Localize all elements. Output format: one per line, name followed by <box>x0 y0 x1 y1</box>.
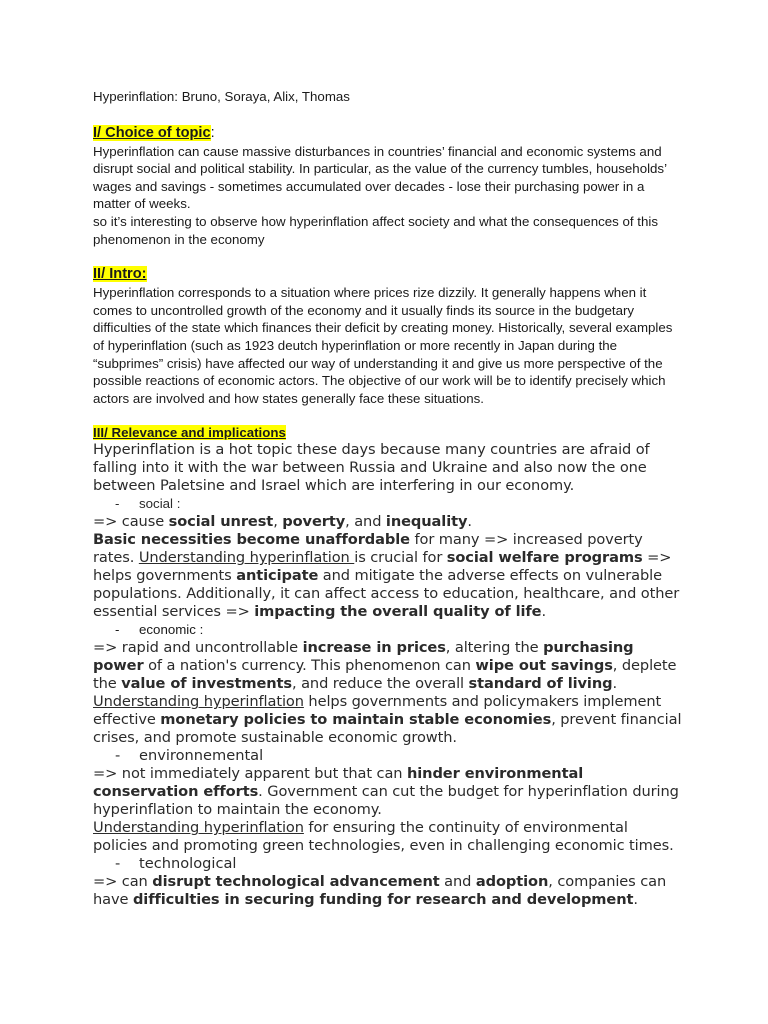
underlined-run: Understanding hyperinflation <box>138 549 355 567</box>
bold-run: social welfare programs <box>446 549 643 567</box>
social-line-1 <box>93 513 683 531</box>
text-run: of a nation's currency. This phenomenon can <box>143 657 476 675</box>
section-relevance-heading <box>93 424 683 441</box>
choice-of-topic-paragraph: Hyperinflation can cause massive disturbances in countries’ financial and economic systems and disrupt social and political stability. In particular, as the value of the currency tumbles, households’ wages and savings - sometimes accumulated over decades - lose their purchasing power in a matter of weeks. <box>93 143 667 212</box>
text-run: and <box>439 873 476 891</box>
text-run: , prevent financial crises, and promote sustainable economic growth. <box>93 711 682 747</box>
bullet-dash: - <box>115 496 120 512</box>
text-run: . Government can cut the budget for hyperinflation during hyperinflation to maintain the economy. <box>93 783 679 819</box>
bold-run: standard of living <box>468 675 613 693</box>
document-page <box>93 86 683 909</box>
text-run: => helps governments <box>93 549 672 585</box>
text-run: => cause <box>93 513 169 531</box>
social-paragraph <box>93 531 683 621</box>
bold-run: value of investments <box>121 675 293 693</box>
bullet-economic <box>93 621 683 639</box>
text-run: => rapid and uncontrollable <box>93 639 303 657</box>
text-run: for many => increased poverty rates. <box>93 531 643 567</box>
bold-run: poverty <box>282 513 346 531</box>
document-title: Hyperinflation: Bruno, Soraya, Alix, Thomas <box>93 89 350 104</box>
bold-run: Basic necessities become unaffordable <box>93 531 410 549</box>
underlined-run: Understanding hyperinflation <box>93 693 304 711</box>
text-run: , <box>273 513 283 531</box>
text-run: . <box>541 603 547 621</box>
bold-run: wipe out savings <box>475 657 613 675</box>
text-run: . <box>633 891 638 909</box>
environmental-paragraph <box>93 765 683 819</box>
bullet-dash: - <box>115 855 121 873</box>
heading-text: III/ Relevance and implications <box>93 425 286 441</box>
text-run: helps governments and policymakers implement effective <box>93 693 662 729</box>
bold-run: monetary policies to maintain stable economies <box>160 711 552 729</box>
bullet-label: technological <box>139 855 237 873</box>
text-run: is crucial for <box>354 549 447 567</box>
text-run: for ensuring the continuity of environmental policies and promoting green technologies, even in challenging economic times. <box>93 819 674 855</box>
bold-run: hinder environmental conservation efforts <box>93 765 584 801</box>
text-run: , altering the <box>445 639 544 657</box>
bold-run: increase in prices <box>302 639 446 657</box>
environmental-paragraph-2 <box>93 819 683 855</box>
bold-run: purchasing power <box>93 639 634 675</box>
text-run: => not immediately apparent but that can <box>93 765 407 783</box>
bullet-label: economic : <box>139 622 204 638</box>
bullet-technological <box>93 855 683 873</box>
bold-run: adoption <box>475 873 549 891</box>
bold-run: inequality <box>385 513 468 531</box>
section-intro-heading <box>93 264 683 284</box>
bullet-social <box>93 495 683 513</box>
bold-run: impacting the overall quality of life <box>254 603 542 621</box>
heading-text: I/ Choice of topic <box>93 124 211 141</box>
bullet-label: environnemental <box>139 747 264 765</box>
heading-text: II/ Intro: <box>93 266 147 283</box>
economic-paragraph <box>93 639 683 693</box>
underlined-run: Understanding hyperinflation <box>93 819 304 837</box>
text-run: , companies can have <box>93 873 667 909</box>
relevance-intro-paragraph: Hyperinflation is a hot topic these days because many countries are afraid of falling into it with the war between Russia and Ukraine and also now the one between Paletsine and Israel which are interfering in our economy. <box>93 441 650 495</box>
bullet-label: social : <box>139 496 181 512</box>
intro-paragraph: Hyperinflation corresponds to a situation where prices rize dizzily. It generally happens when it comes to uncontrolled growth of the economy and it usually finds its source in the budgetary difficulties of the state which finances their deficit by creating money. Historically, several examples of hyperinflation (such as 1923 deutch hyperinflation or more recently in Japan during the “subprimes” crisis) have affected our way of understanding it and give us more perspective of the possible reactions of economic actors. The objective of our work will be to identify precisely which actors are involved and how states generally face these situations. <box>93 285 673 406</box>
text-run: => can <box>93 873 153 891</box>
bullet-dash: - <box>115 622 120 638</box>
bold-run: anticipate <box>236 567 319 585</box>
text-run: . <box>612 675 618 693</box>
bullet-dash: - <box>115 747 121 765</box>
bold-run: disrupt technological advancement <box>152 873 440 891</box>
section-choice-of-topic-heading <box>93 123 683 143</box>
text-run: , and reduce the overall <box>292 675 469 693</box>
choice-of-topic-paragraph-2: so it’s interesting to observe how hyperinflation affect society and what the consequences of this phenomenon in the economy <box>93 213 658 247</box>
text-run: , and <box>345 513 386 531</box>
text-run: and mitigate the adverse effects on vulnerable populations. Additionally, it can affect access to education, healthcare, and other essential services => <box>93 567 680 621</box>
heading-colon: : <box>210 124 215 141</box>
economic-paragraph-2 <box>93 693 683 747</box>
bullet-environmental <box>93 747 683 765</box>
bold-run: social unrest <box>168 513 274 531</box>
technological-paragraph <box>93 873 683 909</box>
bold-run: difficulties in securing funding for research and development <box>132 891 634 909</box>
text-run: . <box>467 513 472 531</box>
text-run: , deplete the <box>93 657 677 693</box>
